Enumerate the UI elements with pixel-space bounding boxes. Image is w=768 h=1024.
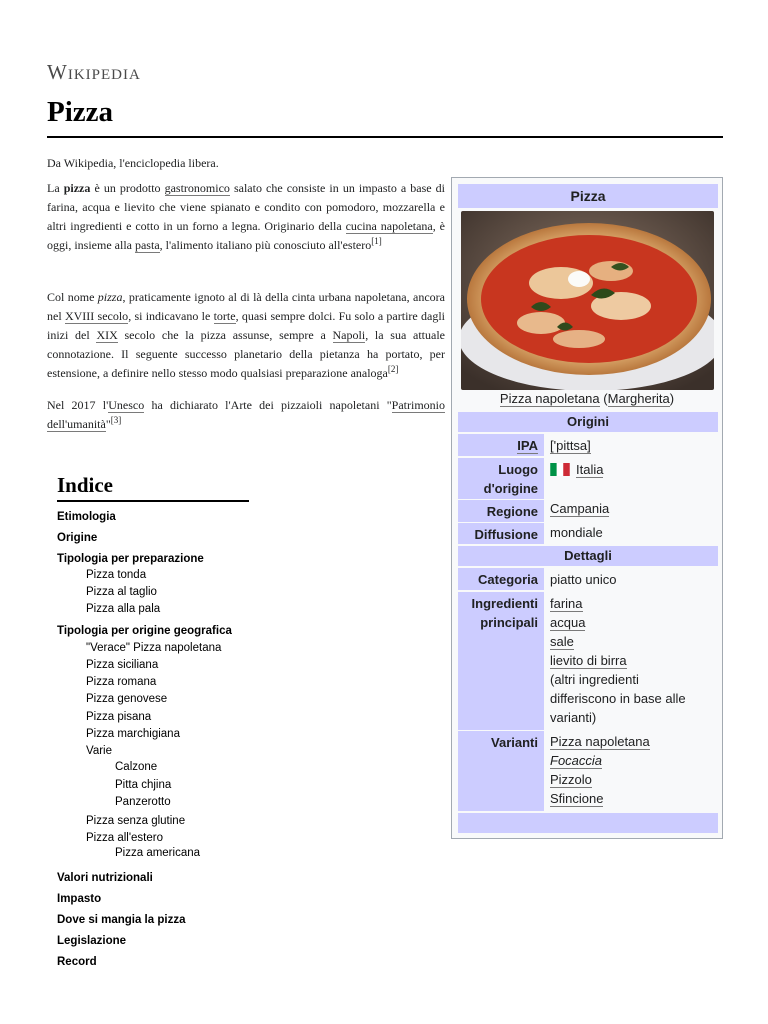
toc-item-valori-nutrizionali[interactable]: Valori nutrizionali (57, 872, 153, 884)
paragraph-unesco: Nel 2017 l'Unesco ha dichiarato l'Arte dei pizzaioli napoletani "Patrimonio dell'umanità"[3] (47, 398, 445, 431)
toc-item-pizza-marchigiana[interactable]: Pizza marchigiana (86, 728, 180, 740)
ipa-value: ['pittsa] (550, 438, 591, 453)
toc-item-tipologia-preparazione[interactable]: Tipologia per preparazione (57, 553, 204, 565)
toc-divider (57, 500, 249, 502)
ingrediente-link-acqua[interactable]: acqua (550, 615, 586, 630)
toc-item-senza-glutine[interactable]: Pizza senza glutine (86, 815, 186, 827)
citation-2[interactable]: [2] (387, 364, 399, 374)
ingredienti-label: Ingredienti principali (458, 592, 544, 730)
tagline: Da Wikipedia, l'enciclopedia libera. (47, 156, 219, 170)
pizza-photo[interactable] (461, 211, 714, 390)
toc-item-record[interactable]: Record (57, 956, 97, 968)
link-napoli[interactable]: Napoli (332, 328, 366, 342)
caption-link-pizza-napoletana[interactable]: Pizza napoletana (499, 391, 600, 406)
link-xviii-secolo[interactable]: XVIII secolo (64, 309, 129, 323)
luogo-link-italia[interactable]: Italia (576, 462, 604, 477)
varianti-value (550, 732, 718, 808)
ingrediente-link-farina[interactable]: farina (550, 596, 583, 611)
variante-link-focaccia[interactable]: Focaccia (550, 753, 603, 768)
categoria-label: Categoria (458, 568, 544, 590)
categoria-value: piatto unico (550, 572, 617, 587)
ingrediente-link-sale[interactable]: sale (550, 634, 574, 649)
toc-title: Indice (57, 473, 114, 497)
toc-item-verace-napoletana[interactable]: "Verace" Pizza napoletana (86, 642, 222, 654)
variante-link-napoletana[interactable]: Pizza napoletana (550, 734, 650, 749)
toc-item-dove-si-mangia[interactable]: Dove si mangia la pizza (57, 914, 186, 926)
infobox-caption: Pizza napoletana (Margherita) (499, 391, 675, 406)
toc-item-pizza-tonda[interactable]: Pizza tonda (86, 569, 147, 581)
toc-item-pizza-estero[interactable]: Pizza all'estero (86, 832, 163, 844)
toc-item-pizza-pisana[interactable]: Pizza pisana (86, 711, 152, 723)
toc-item-legislazione[interactable]: Legislazione (57, 935, 127, 947)
toc-item-pizza-al-taglio[interactable]: Pizza al taglio (86, 586, 157, 598)
toc-item-calzone[interactable]: Calzone (115, 761, 158, 773)
ingrediente-link-lievito[interactable]: lievito di birra (550, 653, 627, 668)
luogo-label: Luogo d'origine (458, 458, 544, 499)
bold-term: pizza (63, 181, 91, 195)
infobox-section-dettagli: Dettagli (458, 546, 718, 566)
toc-item-pitta-chjina[interactable]: Pitta chjina (115, 779, 172, 791)
link-unesco[interactable]: Unesco (108, 398, 145, 412)
caption-link-margherita[interactable]: Margherita (607, 391, 670, 406)
link-cucina-napoletana[interactable]: cucina napoletana (345, 219, 433, 233)
toc-item-tipologia-geografica[interactable]: Tipologia per origine geografica (57, 625, 232, 637)
regione-link-campania[interactable]: Campania (550, 501, 610, 516)
paragraph-history: Col nome pizza, praticamente ignoto al di là della cinta urbana napoletana, ancora nel XVIII secolo, si indicavano le torte, quasi sempre dolci. Fu solo a partire dagli inizi del XIX secolo che la pizza assunse, sempre a Napoli, la sua attuale connotazione. Il seguente successo planetario della pietanza ha portato, per estensione, a definire nello stesso modo qualsiasi preparazione analoga[2] (47, 290, 446, 380)
link-xix[interactable]: XIX (96, 328, 118, 342)
toc-item-pizza-alla-pala[interactable]: Pizza alla pala (86, 603, 161, 615)
variante-link-sfincione[interactable]: Sfincione (550, 791, 604, 806)
infobox (451, 177, 723, 839)
toc-item-pizza-genovese[interactable]: Pizza genovese (86, 693, 168, 705)
toc-item-varie[interactable]: Varie (86, 745, 112, 757)
toc-item-panzerotto[interactable]: Panzerotto (115, 796, 171, 808)
toc-item-pizza-americana[interactable]: Pizza americana (115, 847, 201, 859)
ingredienti-value: farina acqua sale lievito di birra (altri ingredienti differiscono in base alle varianti) (550, 596, 686, 725)
link-patrimonio[interactable]: Patrimonio dell'umanità (47, 398, 445, 431)
varianti-label: Varianti (458, 731, 544, 811)
regione-value (550, 499, 718, 518)
page-title: Pizza (47, 96, 114, 128)
toc-item-origine[interactable]: Origine (57, 532, 98, 544)
variante-link-pizzolo[interactable]: Pizzolo (550, 772, 592, 787)
italy-flag-icon (550, 463, 570, 476)
ipa-label (458, 434, 544, 456)
paragraph-intro: La pizza è un prodotto gastronomico salato che consiste in un impasto a base di farina, acqua e lievito che viene spianato e condito con pomodoro, mozzarella e altri ingredienti e cotto in un forno a legna. Originario della cucina napoletana, è oggi, insieme alla pasta, l'alimento italiano più conosciuto all'estero[1] (47, 181, 446, 252)
link-torte[interactable]: torte (213, 309, 236, 323)
diffusione-value: mondiale (550, 525, 603, 540)
wikipedia-wordmark[interactable]: Wikipedia (47, 60, 141, 84)
ipa-link[interactable]: IPA (517, 438, 538, 453)
toc-item-etimologia[interactable]: Etimologia (57, 511, 116, 523)
infobox-title: Pizza (458, 184, 718, 208)
citation-3[interactable]: [3] (110, 415, 122, 425)
regione-label: Regione (458, 500, 544, 522)
link-pasta[interactable]: pasta (134, 238, 160, 252)
infobox-section-origini: Origini (458, 412, 718, 432)
luogo-value (550, 460, 718, 479)
link-gastronomico[interactable]: gastronomico (164, 181, 230, 195)
citation-1[interactable]: [1] (371, 236, 382, 246)
toc-item-impasto[interactable]: Impasto (57, 893, 102, 905)
title-divider (47, 136, 723, 138)
diffusione-label: Diffusione (458, 523, 544, 544)
infobox-footer (458, 813, 718, 833)
toc-item-pizza-romana[interactable]: Pizza romana (86, 676, 157, 688)
toc-item-pizza-siciliana[interactable]: Pizza siciliana (86, 659, 159, 671)
